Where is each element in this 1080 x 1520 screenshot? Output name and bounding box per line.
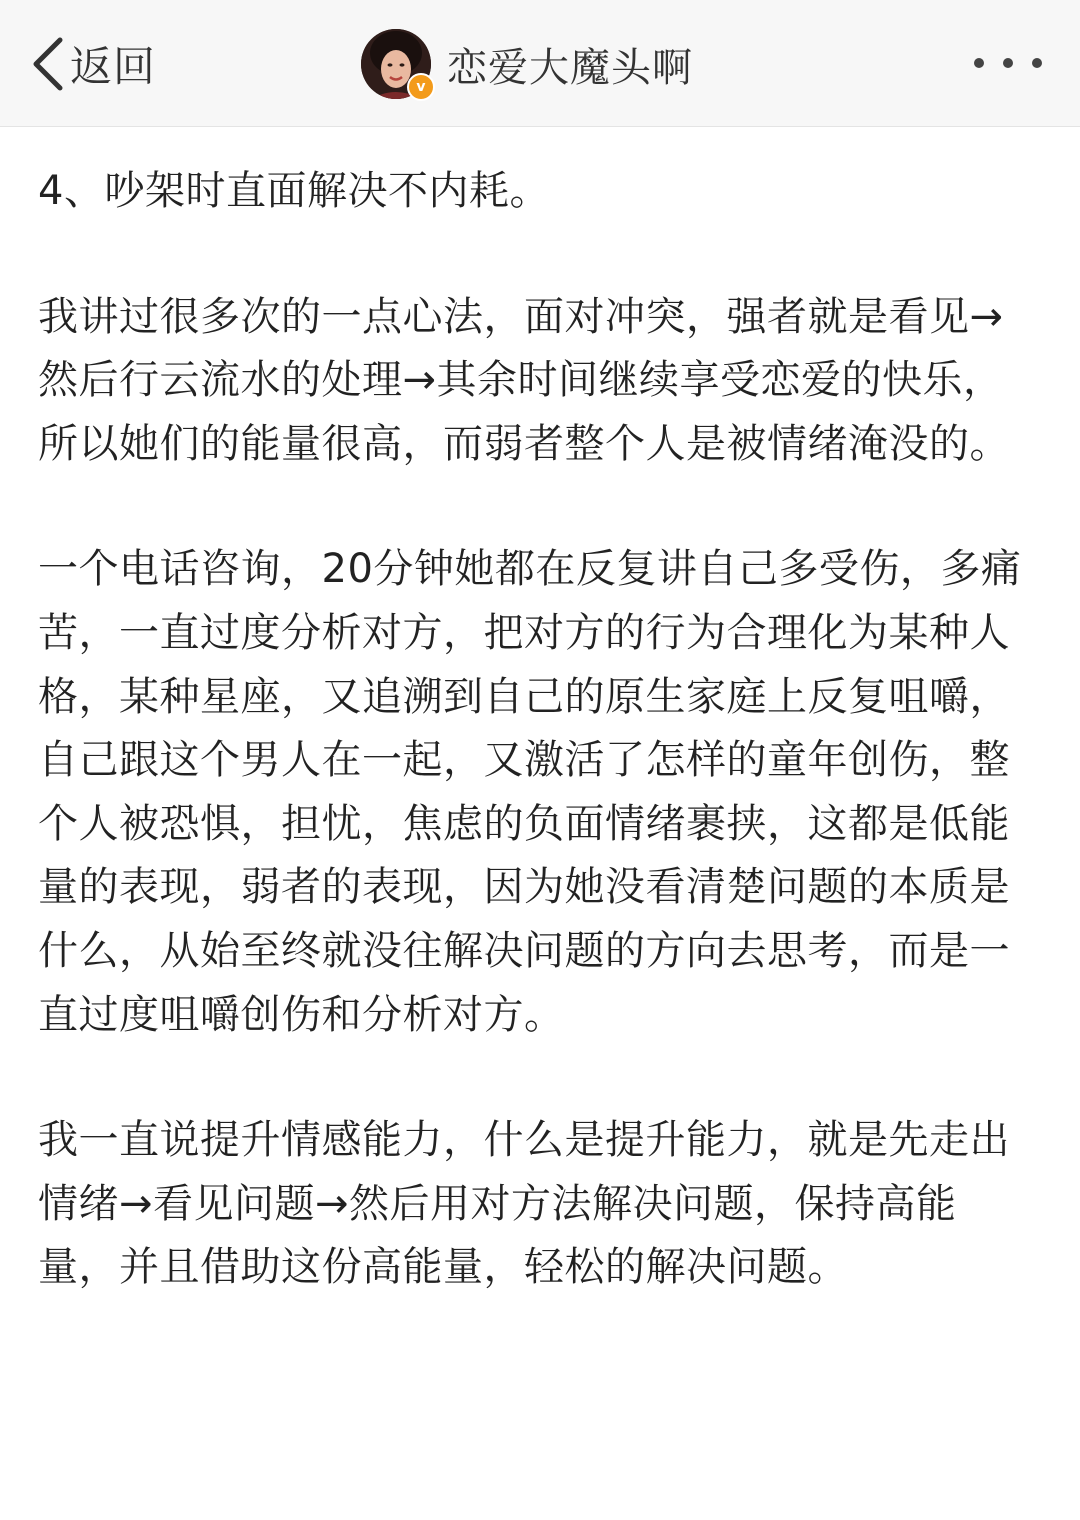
article-paragraph: 我讲过很多次的一点心法，面对冲突，强者就是看见→然后行云流水的处理→其余时间继续享受恋爱的快乐，所以她们的能量很高，而弱者整个人是被情绪淹没的。 bbox=[38, 293, 1010, 467]
more-dots-icon bbox=[1003, 58, 1013, 68]
username[interactable]: 恋爱大魔头啊 bbox=[447, 44, 693, 91]
section-heading: 4、吵架时直面解决不内耗。 bbox=[38, 168, 550, 214]
more-options-button[interactable] bbox=[974, 50, 1042, 76]
back-label: 返回 bbox=[70, 42, 157, 91]
more-dots-icon bbox=[974, 58, 984, 68]
article-paragraph: 我一直说提升情感能力，什么是提升能力，就是先走出情绪→看见问题→然后用对方法解决问题，保持高能量，并且借助这份高能量，轻松的解决问题。 bbox=[38, 1117, 1010, 1291]
top-navbar bbox=[0, 0, 1080, 127]
profile-title[interactable] bbox=[361, 28, 693, 100]
article-paragraph: 一个电话咨询，20分钟她都在反复讲自己多受伤，多痛苦，一直过度分析对方，把对方的行为合理化为某种人格，某种星座，又追溯到自己的原生家庭上反复咀嚼，自己跟这个男人在一起，又激活了怎样的童年创伤，整个人被恐惧，担忧，焦虑的负面情绪裹挟，这都是低能量的表现，弱者的表现，因为她没看清楚问题的本质是什么，从始至终就没往解决问题的方向去思考，而是一直过度咀嚼创伤和分析对方。 bbox=[38, 546, 1022, 1038]
back-button[interactable] bbox=[30, 30, 156, 98]
chevron-left-icon bbox=[30, 36, 66, 92]
more-dots-icon bbox=[1032, 58, 1042, 68]
article-body bbox=[38, 160, 1028, 1362]
avatar[interactable] bbox=[361, 29, 431, 99]
verified-badge-icon: v bbox=[407, 73, 435, 101]
